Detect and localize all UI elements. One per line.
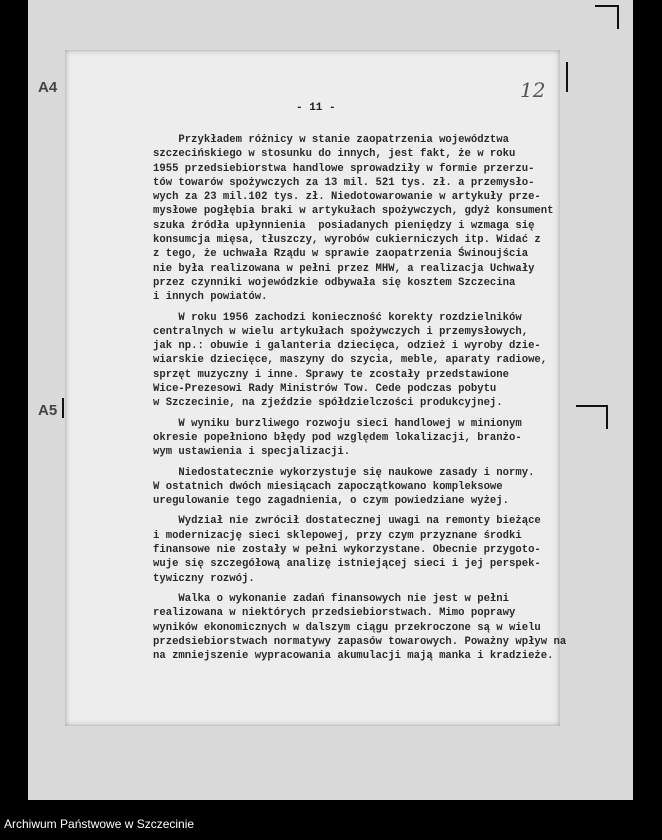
text-line: wuje się szczegółową analizę istniejącej sieci i jej perspek- [153,558,541,571]
text-line: Wydział nie zwrócił dostatecznej uwagi na remonty bieżące [153,515,541,528]
text-line: finansowe nie zostały w pełni wykorzystane. Obecnie przygoto- [153,544,541,557]
text-line: szczecińskiego w stosunku do innych, jest fakt, że w roku [153,148,516,161]
paragraph [153,466,553,509]
text-line: jak np.: obuwie i galanteria dziecięca, odzież i wyroby dzie- [153,340,541,353]
text-line: realizowana w niektórych przedsiebiorstwach. Mimo poprawy [153,607,516,620]
page-number: - 11 - [296,102,336,114]
text-line: W ostatnich dwóch miesiącach zapoczątkowano kompleksowe [153,480,503,493]
document-body [153,133,567,669]
text-line: sprzęt muzyczny i inne. Sprawy te zcostały przedstawione [153,368,510,381]
text-line: wiarskie dziecięce, maszyny do szycia, meble, aparaty radiowe, [153,354,548,367]
text-line: w Szczecinie, na zjeździe spółdzielczości produkcyjnej. [153,397,503,410]
text-line: Przykładem różnicy w stanie zaopatrzenia województwa [153,134,510,146]
text-line: tów towarów spożywczych za 13 mil. 521 tys. zł. a przemysło- [153,176,535,189]
text-line: na zmniejszenie wypracowania akumulacji mają manka i kradzieże. [153,650,554,663]
paragraph [153,311,553,411]
text-line: przedsiebiorstwach normatywy zapasów towarowych. Poważny wpływ na [153,635,567,648]
text-line: nie była realizowana w pełni przez MHW, a realizacja Uchwały [153,262,535,275]
frame-label-a4: A4 [38,79,58,96]
text-line: tywiczny rozwój. [153,572,255,585]
text-line: i modernizację sieci sklepowej, przy czym przyznane środki [153,529,522,542]
text-line: uregulowanie tego zagadnienia, o czym powiedziane wyżej. [153,495,510,508]
text-line: konsumcja mięsa, tłuszczy, wyrobów cukierniczych itp. Widać z [153,234,541,247]
corner-mark [576,405,608,429]
paragraph [153,514,553,585]
text-line: Walka o wykonanie zadań finansowych nie jest w pełni [153,592,510,605]
text-line: wyników ekonomicznych w dalszym ciągu przekroczone są w wielu [153,621,541,634]
paragraph [153,592,567,663]
text-line: W roku 1956 zachodzi konieczność korekty rozdzielników [153,311,522,324]
text-line: z tego, że uchwała Rządu w sprawie zaopatrzenia Świnoujścia [153,248,529,261]
text-line: przez czynniki wojewódzkie odbywała się kosztem Szczecina [153,276,516,289]
text-line: Wice-Prezesowi Rady Ministrów Tow. Cede podczas pobytu [153,383,497,396]
text-line: wych za 23 mil.102 tys. zł. Niedotowarowanie w artykuły prze- [153,191,541,204]
text-line: okresie popełniono błędy pod względem lokalizacji, branżo- [153,431,522,444]
text-line: centralnych w wielu artykułach spożywczych i przemysłowych, [153,325,529,338]
archive-caption: Archiwum Państwowe w Szczecinie [4,817,195,831]
text-line: szuka źródła upłynnienia posiadanych pieniędzy i wzmaga się [153,219,535,232]
text-line: mysłowe pogłębia braki w artykułach spożywczych, gdyż konsument [153,205,554,218]
text-line: Niedostatecznie wykorzystuje się naukowe zasady i normy. [153,466,535,479]
handwritten-page-number: 12 [520,78,546,102]
frame-label-a5: A5 [38,402,58,419]
corner-mark [595,5,619,29]
paragraph [153,133,553,305]
text-line: wym ustawienia i specjalizacji. [153,446,351,459]
text-line: 1955 przedsiebiorstwa handlowe sprowadziły w formie przerzu- [153,162,535,175]
text-line: W wyniku burzliwego rozwoju sieci handlowej w minionym [153,417,522,430]
paragraph [153,417,553,460]
text-line: i innych powiatów. [153,291,268,304]
